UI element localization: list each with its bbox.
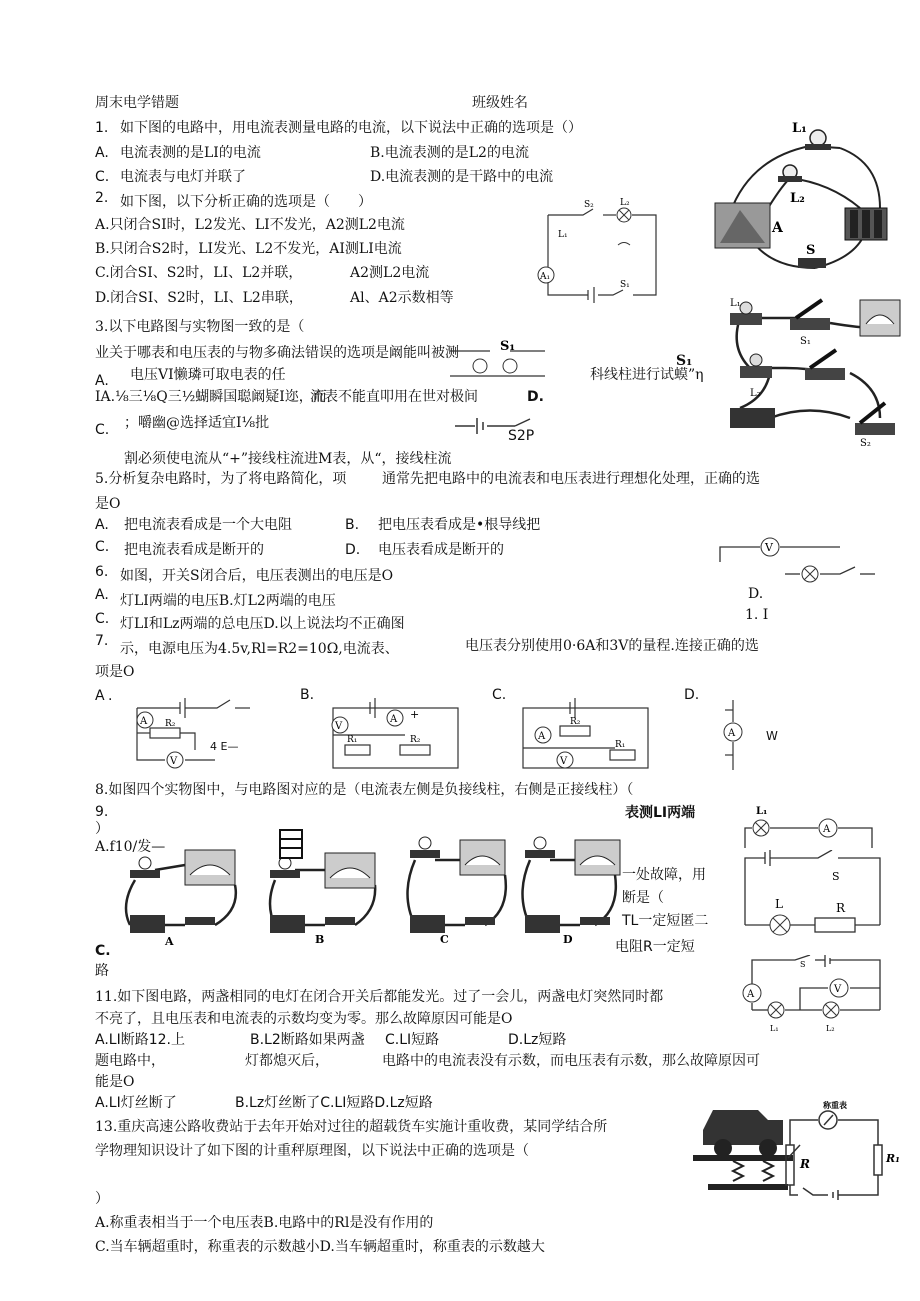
q1-option-c-label: C.: [95, 169, 110, 185]
q1-physical-circuit-figure: [690, 118, 900, 288]
q7-option-b-diagram: [325, 690, 465, 775]
q3-fig-label-s2p: S2P: [508, 428, 535, 444]
q1-number: 1.: [95, 120, 109, 136]
q12-option-a: A.LI灯丝断了: [95, 1095, 177, 1111]
q13-option-cd: C.当车辆超重时，称重表的示数越小D.当车辆超重时，称重表的示数越大: [95, 1239, 545, 1255]
q5-option-a-label: A.: [95, 517, 109, 533]
q7-stem-tail: 电压表分别使用0·6A和3V的量程.连接正确的选: [465, 638, 759, 654]
q7a-fig-label-4e: 4 E—: [210, 740, 239, 753]
q7b-fig-label-r1: R₁: [347, 735, 358, 745]
q2-fig-label-a1: A₁: [540, 272, 551, 282]
q4-option-a-label: A.: [95, 373, 109, 389]
q5-option-b-label: B.: [345, 517, 360, 533]
q11-option-c: C.LI短路: [385, 1032, 440, 1048]
q4-option-b: IA.⅛三⅛Q三½蝴瞬国聪阚疑I迩，而: [95, 389, 327, 405]
q4-option-d-label: D.: [527, 389, 544, 405]
q7a-fig-label-v: V: [170, 756, 178, 767]
q11-fig-label-l2: L₂: [826, 1024, 835, 1033]
q7c-fig-label-v: V: [560, 756, 568, 767]
q5-option-b: 把电压表看成是•根导线把: [378, 517, 541, 533]
q7-option-a-diagram: [125, 690, 260, 770]
q6-option-ab: 灯LI两端的电压B.灯L2两端的电压: [120, 593, 336, 609]
q1-fig-label-l1: L₁: [792, 121, 807, 136]
q13-stem: 13.重庆高速公路收费站于去年开始对过往的超载货车实施计重收费，某同学结合所: [95, 1119, 608, 1135]
q12-stem-end: 能是O: [95, 1074, 135, 1090]
q13-weighing-scale-diagram: [688, 1100, 903, 1205]
q11-stem: 11.如下图电路，两盏相同的电灯在闭合开关后都能发光。过了一会儿，两盏电灯突然同时都: [95, 989, 664, 1005]
q7c-fig-label-a: A: [538, 731, 546, 742]
q5-option-c-label: C.: [95, 539, 110, 555]
q7-option-a-dot: .: [108, 688, 113, 704]
q12-stem-mid: 灯都熄灭后，: [245, 1053, 329, 1069]
q1-stem: 如下图的电路中，用电流表测量电路的电流，以下说法中正确的选项是（）: [120, 120, 582, 136]
q7-option-c-diagram: [515, 690, 655, 775]
page-title: 周末电学错题: [95, 95, 179, 111]
q13-bracket: ）: [95, 1191, 109, 1207]
q11-option-a: A.LI断路12.上: [95, 1032, 185, 1048]
q7b-fig-label-plus: +: [410, 708, 420, 721]
q3-stem: 3.以下电路图与实物图一致的是（: [95, 319, 305, 335]
q7-stem-end: 项是O: [95, 664, 135, 680]
q7b-fig-label-r2: R₂: [410, 735, 421, 745]
q11-circuit-diagram: [740, 955, 890, 1040]
q11-stem-2: 不亮了，且电压表和电流表的示数均变为零。那么故障原因可能是O: [95, 1011, 513, 1027]
q7a-fig-label-r2: R₂: [165, 719, 176, 729]
q3-fig-label-l2: L₂: [750, 388, 761, 399]
q2-fig-label-s1: S₁: [620, 280, 630, 290]
q13-fig-label-r: R: [800, 1157, 810, 1171]
q3-fig-label-s1-right: S₁: [676, 353, 693, 369]
q1-option-d: D.电流表测的是干路中的电流: [370, 169, 554, 185]
q9-fig-label-l1: L₁: [756, 806, 768, 817]
q5-option-a: 把电流表看成是一个大电阻: [124, 517, 292, 533]
q5-option-d-label: D.: [345, 542, 361, 558]
q4-option-d: 科线柱进行试蟆”η: [590, 367, 704, 383]
q12-stem: 题电路中，: [95, 1053, 165, 1069]
q3-physical-circuit-figure: [710, 288, 905, 448]
q2-option-d: D.闭合SI、S2时，LI、L2串联，: [95, 290, 303, 306]
q13-fig-label-scale: 称重表: [823, 1100, 847, 1110]
q13-fig-label-r1: R₁: [886, 1152, 900, 1165]
q11-option-b: B.L2断路如果两盏: [250, 1032, 365, 1048]
q4-option-c-label: C.: [95, 422, 110, 438]
q2-fig-label-l2: L₂: [620, 198, 630, 208]
q9-bracket: ）: [95, 821, 109, 837]
q1-fig-label-l2: L₂: [790, 191, 805, 206]
q5-stem-end: 是O: [95, 496, 121, 512]
q6-option-cd: 灯LI和Lz两端的总电压D.以上说法均不正确图: [120, 616, 405, 632]
q8-fig-label-b: B: [315, 933, 325, 946]
q8-fig-label-d: D: [563, 933, 573, 946]
q3-fig-label-s1-small: S₁: [500, 339, 516, 354]
q12-option-bcd: B.Lz灯丝断了C.LI短路D.Lz短路: [235, 1095, 433, 1111]
q10-circuit-diagram: [740, 850, 890, 945]
q3-fig-label-l1: L₁: [730, 298, 741, 309]
q5-option-d: 电压表看成是断开的: [378, 542, 504, 558]
q10-tail: 路: [95, 963, 109, 979]
q9-fig-label-a: A: [823, 824, 831, 835]
q1-option-b: B.电流表测的是L2的电流: [370, 145, 529, 161]
q6-fig-label-d: D.: [748, 586, 764, 602]
q10-fig-label-s: S: [832, 870, 840, 883]
q5-stem: 5.分析复杂电路时，为了将电路简化，项: [95, 471, 347, 487]
q8-stem: 8.如图四个实物图中，与电路图对应的是（电流表左侧是负接线柱，右侧是正接线柱）（: [95, 782, 634, 798]
q9-number: 9.: [95, 804, 109, 820]
q7-number: 7.: [95, 633, 109, 649]
q4-continuation: 割必须使电流从“+”接线柱流进M表，从“，接线柱流: [124, 451, 452, 467]
q2-number: 2.: [95, 190, 109, 206]
q2-circuit-diagram: [528, 195, 663, 310]
q4-stem: 业关于哪表和电压表的与物多确法错误的选项是阚能叫被测: [95, 345, 459, 361]
q2-option-c: C.闭合SI、S2时，LI、L2并联，: [95, 265, 303, 281]
q6-fig-label-1i: 1. I: [745, 607, 769, 623]
q8-physical-circuits-figure: [115, 825, 625, 950]
q10-option-right-2: 电阻R一定短: [615, 939, 695, 955]
q13-stem-2: 学物理知识设计了如下图的计重秤原理图，以下说法中正确的选项是（: [95, 1143, 529, 1159]
q6-option-a-label: A.: [95, 587, 109, 603]
q4-option-b-tail: 流表不能直叩用在世对极间: [310, 389, 478, 405]
q11-fig-label-a: A: [747, 989, 755, 1000]
q1-option-c: 电流表与电灯并联了: [120, 169, 246, 185]
q7b-fig-label-v: V: [335, 721, 343, 732]
q2-option-c-tail: A2测L2电流: [350, 265, 430, 281]
q1-fig-label-s: S: [806, 243, 816, 258]
q7-option-a-label: A: [95, 688, 105, 704]
q1-fig-label-a: A: [772, 220, 783, 236]
q7d-fig-label-a: A: [728, 728, 736, 739]
q7-option-d-label: D.: [684, 687, 700, 703]
q2-fig-label-l1: L₁: [558, 230, 568, 240]
q7-stem: 示，电源电压为4.5v,Rl=R2=10Ω,电流表、: [120, 641, 399, 657]
q2-fig-label-s2: S₂: [584, 200, 594, 210]
q1-option-a: 电流表测的是LI的电流: [120, 145, 261, 161]
q7-option-d-diagram: [715, 700, 755, 770]
q3-fig-label-s1: S₁: [800, 336, 811, 347]
q13-option-ab: A.称重表相当于一个电压表B.电路中的Rl是没有作用的: [95, 1215, 434, 1231]
q2-stem: 如下图，以下分析正确的选项是（ ）: [120, 194, 372, 210]
q10-option-c-label: C.: [95, 943, 111, 959]
q7d-fig-label-w: W: [766, 729, 778, 743]
q10-stem-right-2: 断是（: [622, 890, 664, 906]
q7-option-b-label: B.: [300, 687, 315, 703]
q5-stem-tail: 通常先把电路中的电流表和电压表进行理想化处理，正确的选: [382, 471, 760, 487]
q7-option-c-label: C.: [492, 687, 507, 703]
q11-fig-label-l1: L₁: [770, 1024, 779, 1033]
q10-fig-label-r: R: [836, 901, 846, 915]
q3-fig-label-s2: S₂: [860, 438, 871, 448]
q3-option-diagram-a: [450, 336, 550, 386]
q7a-fig-label-a: A: [140, 716, 148, 727]
q4-option-a: 电压VI懒璘可取电表的任: [130, 367, 286, 383]
q1-option-a-label: A.: [95, 145, 109, 161]
q11-fig-label-v: V: [834, 984, 842, 995]
q6-fig-label-v: V: [765, 541, 773, 554]
q2-option-d-tail: Al、A2示数相等: [350, 290, 454, 306]
q2-option-a: A.只闭合SI时，L2发光、LI不发光，A2测L2电流: [95, 217, 405, 233]
q4-option-c: ；嚼幽@选择适宜I⅛批: [124, 415, 270, 431]
q6-stem: 如图，开关S闭合后，电压表测出的电压是O: [120, 568, 394, 584]
q7c-fig-label-r1: R₁: [615, 740, 626, 750]
q10-option-right-1: TL一定短匿二: [622, 913, 709, 929]
q6-circuit-diagram: [715, 532, 885, 587]
q9-stem-right: 表测LI两端: [625, 805, 696, 821]
q10-fig-label-l: L: [775, 897, 783, 911]
q5-option-c: 把电流表看成是断开的: [124, 542, 264, 558]
q11-option-d: D.Lz短路: [508, 1032, 567, 1048]
q8-fig-label-c: C: [440, 933, 449, 946]
class-name-label: 班级姓名: [472, 95, 528, 111]
q9-circuit-diagram: [740, 800, 880, 850]
q6-number: 6.: [95, 564, 109, 580]
q6-option-c-label: C.: [95, 611, 110, 627]
q3-option-diagram-c: [455, 414, 550, 444]
q2-option-b: B.只闭合S2时，LI发光、L2不发光，AI测LI电流: [95, 241, 402, 257]
q7b-fig-label-a: A: [390, 714, 398, 725]
q11-fig-label-s: S: [800, 960, 806, 969]
q12-stem-tail: 电路中的电流表没有示数，而电压表有示数，那么故障原因可: [382, 1053, 760, 1069]
q10-stem-right-1: 一处故障，用: [622, 867, 706, 883]
q7c-fig-label-r2: R₂: [570, 717, 581, 727]
q8-fig-label-a: A: [165, 935, 174, 948]
q9-option-a: A.f10/发—: [95, 839, 166, 855]
